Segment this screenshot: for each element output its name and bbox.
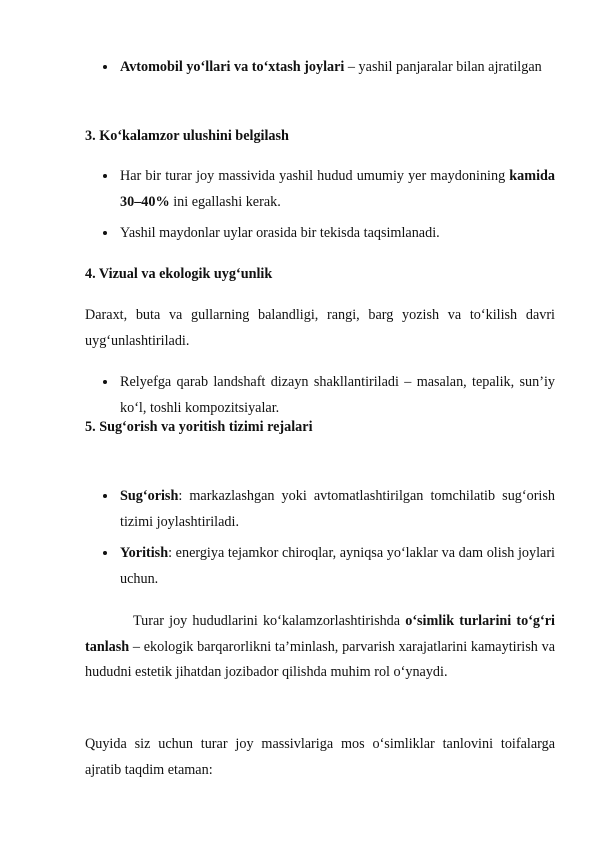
paragraph-text: Quyida siz uchun turar joy massivlariga mos o‘simliklar tanlovini toifalarga ajratib taqdim etaman: (85, 736, 555, 778)
item-text: : energiya tejamkor chiroqlar, ayniqsa yo‘laklar va dam olish joylari uchun. (120, 545, 555, 587)
item-text: : markazlashgan yoki avtomatlashtirilgan tomchilatib sug‘orish tizimi joylashtiriladi. (120, 488, 555, 530)
bold-term: kamida 30–40% (120, 168, 555, 210)
item-text: Har bir turar joy massivida yashil hudud umumiy yer maydonining (120, 168, 510, 184)
paragraph-text-part: Turar joy hududlarini ko‘kalamzorlashtirishda (133, 613, 406, 629)
paragraph (85, 609, 555, 686)
bullet-icon (103, 174, 107, 178)
bullet-icon (103, 65, 107, 69)
section-heading: 4. Vizual va ekologik uyg‘unlik (85, 266, 273, 282)
item-text: – yashil panjaralar bilan ajratilgan (344, 59, 542, 75)
list-item (85, 541, 555, 592)
paragraph (85, 732, 555, 783)
list-item-text (120, 541, 555, 592)
paragraph (85, 303, 555, 354)
bullet-icon (103, 380, 107, 384)
section-heading: 5. Sug‘orish va yoritish tizimi rejalari (85, 419, 313, 435)
list-item-text: Yashil maydonlar uylar orasida bir tekisda taqsimlanadi. (120, 225, 440, 241)
list-item-text (120, 164, 555, 215)
paragraph-text (85, 609, 555, 686)
list-item (85, 55, 555, 81)
bold-term: Avtomobil yo‘llari va to‘xtash joylari (120, 59, 345, 75)
bold-term: Sug‘orish (120, 488, 179, 504)
bold-term: o‘simlik turlarini to‘g‘ri tanlash (85, 613, 555, 655)
list-item (85, 370, 555, 421)
list-item (85, 164, 555, 215)
bold-term: Yoritish (120, 545, 169, 561)
list-item (85, 221, 555, 247)
bullet-icon (103, 551, 107, 555)
section-heading: 3. Ko‘kalamzor ulushini belgilash (85, 128, 289, 144)
list-item-text (120, 55, 555, 81)
paragraph-text-part: – ekologik barqarorlikni ta’minlash, parvarish xarajatlarini kamaytirish va hududni estetik jihatdan jozibador qilishda muhim rol o‘ynaydi. (85, 638, 555, 680)
bullet-icon (103, 494, 107, 498)
list-item-text: Relyefga qarab landshaft dizayn shakllantiriladi – masalan, tepalik, sun’iy ko‘l, toshli kompozitsiyalar. (120, 374, 555, 416)
paragraph-text: Daraxt, buta va gullarning balandligi, rangi, barg yozish va to‘kilish davri uyg‘unlashtiriladi. (85, 307, 555, 349)
item-text: ini egallashi kerak. (169, 193, 281, 210)
list-item-text (120, 484, 555, 535)
list-item (85, 484, 555, 535)
bullet-icon (103, 231, 107, 235)
